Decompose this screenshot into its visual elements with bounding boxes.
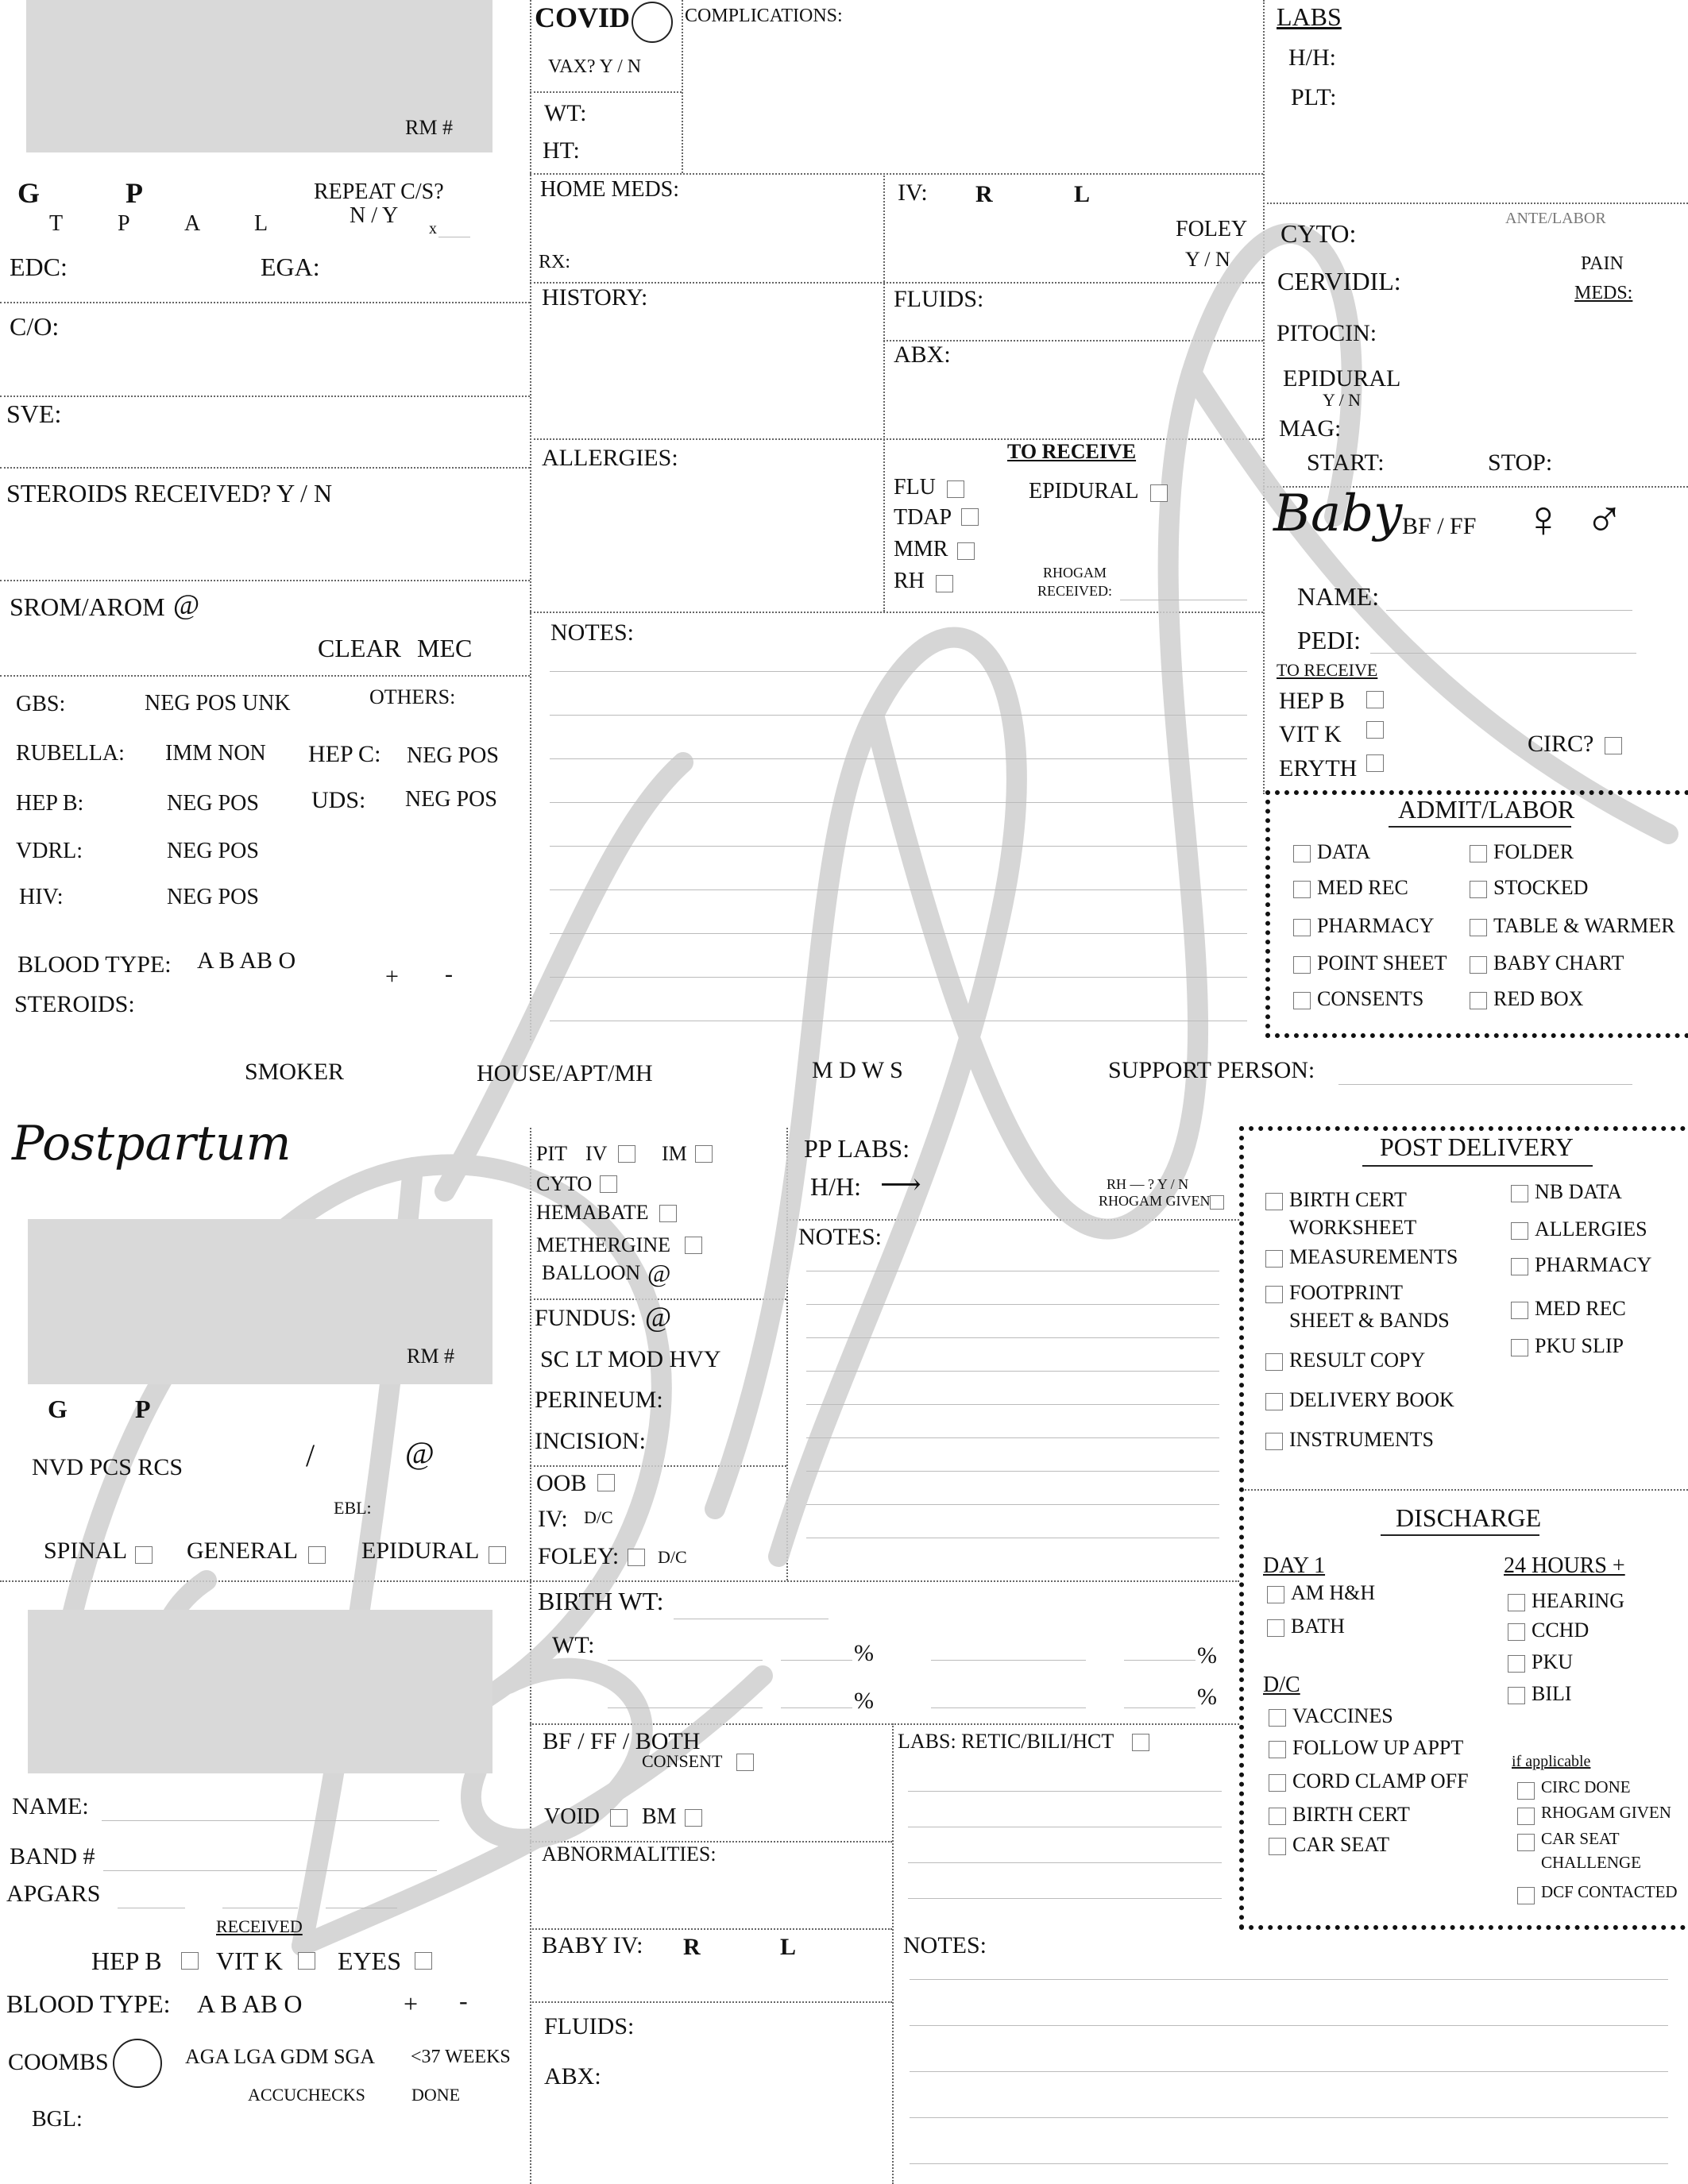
dc-list-checkbox[interactable] [1269, 1741, 1286, 1758]
coombs-circle[interactable] [113, 2039, 162, 2088]
history-label: HISTORY: [542, 284, 648, 311]
tdap-label: TDAP [894, 505, 952, 530]
nb-vit-k-checkbox[interactable] [298, 1952, 315, 1970]
circ-label: CIRC? [1528, 731, 1594, 757]
circ-checkbox[interactable] [1605, 737, 1622, 754]
admit-left-list-item: POINT SHEET [1317, 951, 1447, 974]
pp-foley-checkbox[interactable] [628, 1549, 645, 1566]
nb-rh-negative: - [459, 1986, 468, 2015]
mmr-checkbox[interactable] [957, 542, 975, 560]
admit-left-list-checkbox[interactable] [1293, 992, 1311, 1009]
hours24-list-checkbox[interactable] [1508, 1623, 1525, 1641]
dc-list-checkbox[interactable] [1269, 1774, 1286, 1792]
rh-label: RH [894, 569, 925, 593]
newborn-notes-label: NOTES: [903, 1932, 987, 1958]
rh-positive: + [385, 963, 399, 990]
eryth-label: ERYTH [1279, 755, 1358, 781]
male-icon: ♂ [1585, 491, 1624, 549]
dc-list-item: VACCINES [1292, 1704, 1393, 1727]
dc-list-item: CAR SEAT [1292, 1833, 1390, 1856]
pp-foley-label: FOLEY: [538, 1543, 620, 1569]
postpartum-script-title: Postpartum [12, 1116, 292, 1171]
abx-label: ABX: [894, 341, 951, 368]
rh-question: RH — ? Y / N [1107, 1176, 1189, 1192]
admit-right-list-checkbox[interactable] [1470, 992, 1487, 1009]
marital-status-options: M D W S [812, 1057, 903, 1083]
pp-epidural-checkbox[interactable] [489, 1546, 506, 1564]
pain-label: PAIN [1581, 253, 1624, 274]
edc-label: EDC: [10, 253, 68, 281]
pd-right-list-checkbox[interactable] [1511, 1302, 1528, 1319]
applicable-list-item: CAR SEAT [1541, 1829, 1620, 1848]
mag-label: MAG: [1279, 415, 1342, 442]
pd-left-list-item: INSTRUMENTS [1289, 1428, 1435, 1451]
tpal-a: A [184, 211, 201, 236]
ega-label: EGA: [261, 253, 320, 281]
chief-complaint-label: C/O: [10, 312, 60, 341]
baby-iv-right: R [683, 1934, 701, 1960]
balloon-at-symbol: @ [647, 1259, 671, 1287]
nb-hep-b-label: HEP B [91, 1947, 162, 1975]
day1-list-checkbox[interactable] [1267, 1586, 1284, 1603]
lt37-weeks-label: <37 WEEKS [411, 2047, 511, 2067]
pd-right-list-checkbox[interactable] [1511, 1258, 1528, 1275]
smoker-label: SMOKER [245, 1059, 345, 1085]
day1-list-item: BATH [1291, 1615, 1345, 1638]
dc-list-checkbox[interactable] [1269, 1838, 1286, 1855]
applicable-list-checkbox[interactable] [1517, 1887, 1535, 1904]
pd-left-list-item: SHEET & BANDS [1289, 1309, 1450, 1332]
foley-yn: Y / N [1185, 248, 1230, 271]
foley-label: FOLEY [1176, 217, 1248, 241]
tpal-l: L [254, 211, 268, 236]
rh-checkbox[interactable] [936, 575, 953, 592]
pp-iv-dc: D/C [584, 1507, 613, 1527]
pp-cyto-checkbox[interactable] [600, 1175, 617, 1193]
applicable-list-item: CIRC DONE [1541, 1777, 1631, 1796]
to-receive-heading: TO RECEIVE [1007, 440, 1137, 463]
gbs-label: GBS: [16, 692, 66, 716]
apgars-label: APGARS [6, 1881, 101, 1907]
vit-k-checkbox[interactable] [1366, 721, 1384, 739]
pit-im-label: IM [662, 1142, 687, 1165]
postpartum-para: P [135, 1395, 151, 1423]
bm-label: BM [642, 1804, 677, 1829]
room-number-label: RM # [405, 116, 453, 139]
baby-iv-label: BABY IV: [542, 1932, 643, 1958]
spinal-checkbox[interactable] [135, 1546, 153, 1564]
band-number-label: BAND # [10, 1843, 95, 1870]
pit-im-checkbox[interactable] [695, 1145, 713, 1163]
baby-to-receive-heading: TO RECEIVE [1277, 660, 1378, 680]
hiv-options: NEG POS [167, 885, 259, 909]
pd-left-list-item: WORKSHEET [1289, 1216, 1417, 1239]
hep-b-checkbox[interactable] [1366, 691, 1384, 708]
pd-right-list-item: MED REC [1535, 1297, 1626, 1320]
post-delivery-heading: POST DELIVERY [1380, 1133, 1574, 1161]
if-applicable-label: if applicable [1512, 1753, 1591, 1770]
hours24-list-item: HEARING [1532, 1589, 1624, 1612]
admit-right-list-checkbox[interactable] [1470, 845, 1487, 862]
admit-left-list-item: CONSENTS [1317, 987, 1424, 1010]
day1-list-item: AM H&H [1291, 1581, 1376, 1604]
admit-left-list-item: DATA [1317, 840, 1371, 863]
pitocin-label: PITOCIN: [1277, 320, 1377, 346]
pp-iv-label: IV: [538, 1506, 568, 1532]
feeding-consent-checkbox[interactable] [736, 1754, 754, 1771]
tpal-t: T [49, 211, 64, 236]
steroids-label: STEROIDS: [14, 991, 135, 1017]
dc-list-item: FOLLOW UP APPT [1292, 1736, 1464, 1759]
repeat-cs-yn: N / Y [350, 203, 399, 228]
pp-rhogam-checkbox[interactable] [1210, 1195, 1224, 1210]
admit-right-list-item: BABY CHART [1493, 951, 1624, 974]
methergine-checkbox[interactable] [685, 1237, 702, 1254]
rx-label: RX: [539, 252, 571, 272]
srom-at-symbol: @ [173, 588, 200, 620]
oob-label: OOB [536, 1470, 587, 1496]
pd-left-list-item: DELIVERY BOOK [1289, 1388, 1454, 1411]
home-meds-label: HOME MEDS: [540, 177, 680, 202]
epidural-yn: Y / N [1323, 390, 1362, 410]
fluid-clear: CLEAR [318, 634, 401, 662]
day1-list-checkbox[interactable] [1267, 1619, 1284, 1637]
baby-abx-label: ABX: [544, 2063, 601, 2089]
hepb-options: NEG POS [167, 791, 259, 816]
spinal-label: SPINAL [44, 1538, 128, 1564]
hours24-list-item: PKU [1532, 1650, 1574, 1673]
blood-type-label: BLOOD TYPE: [17, 951, 172, 978]
covid-circle[interactable] [632, 2, 673, 43]
hours24-list-checkbox[interactable] [1508, 1655, 1525, 1673]
baby-iv-left: L [780, 1934, 797, 1960]
admit-right-list-checkbox[interactable] [1470, 881, 1487, 898]
pp-epidural-label: EPIDURAL [361, 1538, 480, 1564]
gravida-label: G [17, 177, 41, 209]
applicable-list-checkbox[interactable] [1517, 1782, 1535, 1800]
uds-label: UDS: [311, 787, 366, 813]
pd-right-list-item: ALLERGIES [1535, 1217, 1647, 1241]
pd-left-list-checkbox[interactable] [1265, 1286, 1283, 1303]
void-checkbox[interactable] [610, 1809, 628, 1827]
coombs-label: COOMBS [8, 2049, 109, 2075]
ebl-label: EBL: [334, 1498, 372, 1518]
birth-weight-label: BIRTH WT: [538, 1587, 664, 1615]
height-label: HT: [543, 137, 580, 164]
cyto-label: CYTO: [1280, 219, 1357, 248]
steroids-received-label: STEROIDS RECEIVED? Y / N [6, 479, 333, 507]
epidural-receive-checkbox[interactable] [1150, 484, 1168, 502]
newborn-name-label: NAME: [12, 1793, 89, 1819]
pit-label: PIT [536, 1142, 567, 1165]
hiv-label: HIV: [19, 885, 64, 909]
hemabate-label: HEMABATE [536, 1201, 649, 1224]
dc-heading: D/C [1263, 1673, 1300, 1697]
bm-checkbox[interactable] [685, 1809, 702, 1827]
plt-label: PLT: [1291, 84, 1337, 110]
sve-label: SVE: [6, 399, 62, 428]
labs-heading: LABS [1277, 2, 1342, 31]
postpartum-gravida: G [48, 1395, 68, 1423]
applicable-list-checkbox[interactable] [1517, 1834, 1535, 1851]
flu-label: FLU [894, 475, 936, 500]
pp-cyto-label: CYTO [536, 1172, 593, 1195]
applicable-list-checkbox[interactable] [1517, 1808, 1535, 1825]
dc-list-checkbox[interactable] [1269, 1808, 1286, 1825]
admit-right-list-item: STOCKED [1493, 876, 1589, 899]
uds-options: NEG POS [405, 787, 497, 812]
nb-blood-type-label: BLOOD TYPE: [6, 1989, 171, 2018]
hemabate-checkbox[interactable] [659, 1205, 677, 1222]
pp-notes-label: NOTES: [798, 1224, 882, 1250]
complications-label: COMPLICATIONS: [685, 6, 843, 26]
baby-script-title: Baby [1273, 484, 1403, 543]
newborn-label-box [28, 1610, 492, 1773]
pd-left-list-checkbox[interactable] [1265, 1193, 1283, 1210]
tpal-p: P [118, 211, 130, 236]
admit-right-list-checkbox[interactable] [1470, 919, 1487, 936]
hours24-list-item: CCHD [1532, 1619, 1590, 1642]
rubella-label: RUBELLA: [16, 741, 125, 766]
pct-2: % [1197, 1642, 1217, 1669]
admit-labor-heading: ADMIT/LABOR [1398, 795, 1575, 824]
support-person-label: SUPPORT PERSON: [1108, 1057, 1315, 1083]
feeding-label: BF / FF / BOTH [543, 1728, 701, 1754]
fundus-label: FUNDUS: [535, 1305, 637, 1331]
pd-left-list-checkbox[interactable] [1265, 1353, 1283, 1371]
discharge-heading: DISCHARGE [1396, 1503, 1542, 1532]
gbs-options: NEG POS UNK [145, 691, 291, 716]
pit-iv-checkbox[interactable] [618, 1145, 635, 1163]
rubella-options: IMM NON [165, 741, 266, 766]
eryth-checkbox[interactable] [1366, 754, 1384, 772]
fundus-options: SC LT MOD HVY [540, 1346, 721, 1372]
admit-left-list-checkbox[interactable] [1293, 881, 1311, 898]
weight-track-label: WT: [552, 1632, 595, 1658]
vdrl-label: VDRL: [16, 839, 83, 863]
pit-iv-label: IV [585, 1142, 608, 1165]
repeat-x: x [429, 220, 437, 237]
admit-left-list-checkbox[interactable] [1293, 956, 1311, 974]
applicable-list-item: DCF CONTACTED [1541, 1882, 1678, 1901]
admit-iv-left: L [1074, 181, 1091, 207]
labs-retic-checkbox[interactable] [1132, 1734, 1149, 1751]
rh-negative: - [445, 961, 453, 987]
hh-label: H/H: [1288, 44, 1336, 71]
epidural-receive-label: EPIDURAL [1029, 479, 1139, 504]
weight-label: WT: [544, 100, 587, 126]
methergine-label: METHERGINE [536, 1233, 670, 1256]
perineum-label: PERINEUM: [535, 1387, 663, 1413]
nb-rh-positive: + [404, 1989, 419, 2018]
eyes-checkbox[interactable] [415, 1952, 432, 1970]
delivery-slash: / [306, 1437, 315, 1473]
hours24-list-checkbox[interactable] [1508, 1594, 1525, 1611]
baby-fluids-label: FLUIDS: [544, 2013, 635, 2039]
pd-right-list-item: PHARMACY [1535, 1253, 1652, 1276]
hepb-label: HEP B: [16, 791, 84, 816]
received-heading: RECEIVED [216, 1916, 303, 1936]
dc-list-item: BIRTH CERT [1292, 1803, 1410, 1826]
fluids-label: FLUIDS: [894, 286, 984, 312]
fluid-mec: MEC [417, 634, 473, 662]
admit-iv-right: R [975, 181, 993, 207]
accuchecks-label: ACCUCHECKS [248, 2085, 365, 2105]
pd-left-list-item: MEASUREMENTS [1289, 1245, 1458, 1268]
mag-stop-label: STOP: [1488, 450, 1553, 476]
bf-ff-label: BF / FF [1402, 513, 1477, 539]
pp-hh-label: H/H: [810, 1172, 861, 1201]
dc-list-item: CORD CLAMP OFF [1292, 1769, 1469, 1792]
pp-hh-arrow-icon: ⟶ [880, 1168, 921, 1200]
pd-right-list-item: PKU SLIP [1535, 1334, 1624, 1357]
pd-left-list-checkbox[interactable] [1265, 1393, 1283, 1410]
flu-checkbox[interactable] [947, 480, 964, 498]
day1-heading: DAY 1 [1263, 1553, 1326, 1578]
rhogam-given-label: RHOGAM GIVEN [1099, 1193, 1211, 1209]
rhogam-received-line2: RECEIVED: [1037, 583, 1112, 599]
postpartum-room-label: RM # [407, 1345, 454, 1368]
pp-foley-dc: D/C [658, 1547, 687, 1567]
abnormalities-label: ABNORMALITIES: [542, 1843, 717, 1866]
feeding-consent-label: CONSENT [642, 1751, 723, 1771]
general-label: GENERAL [187, 1538, 298, 1564]
pd-left-list-item: BIRTH CERT [1289, 1188, 1407, 1211]
vit-k-label: VIT K [1279, 721, 1342, 747]
admit-notes-label: NOTES: [550, 619, 634, 646]
cervidil-label: CERVIDIL: [1277, 267, 1401, 295]
applicable-list-item: CHALLENGE [1541, 1853, 1641, 1872]
nb-vit-k-label: VIT K [216, 1947, 283, 1975]
rhogam-received-line1: RHOGAM [1043, 565, 1107, 581]
delivery-at-symbol: @ [405, 1435, 435, 1471]
vdrl-options: NEG POS [167, 839, 259, 863]
ante-labor-label: ANTE/LABOR [1505, 210, 1606, 227]
void-label: VOID [544, 1804, 600, 1829]
housing-label: HOUSE/APT/MH [477, 1060, 653, 1086]
admit-left-list-item: MED REC [1317, 876, 1408, 899]
srom-arom-label: SROM/AROM [10, 592, 165, 621]
pain-meds-label: MEDS: [1574, 283, 1633, 303]
admit-left-list-checkbox[interactable] [1293, 919, 1311, 936]
pd-left-list-checkbox[interactable] [1265, 1433, 1283, 1450]
mag-start-label: START: [1307, 450, 1385, 476]
aga-options: AGA LGA GDM SGA [185, 2045, 376, 2068]
hepc-options: NEG POS [407, 743, 499, 768]
nb-hep-b-checkbox[interactable] [181, 1952, 199, 1970]
fundus-at-symbol: @ [645, 1301, 672, 1333]
hep-b-label: HEP B [1279, 688, 1346, 714]
delivery-type-options: NVD PCS RCS [32, 1454, 183, 1480]
covid-label: COVID [535, 2, 631, 33]
pp-labs-label: PP LABS: [804, 1134, 910, 1163]
admit-iv-label: IV: [898, 179, 928, 206]
pd-left-list-checkbox[interactable] [1265, 1250, 1283, 1268]
pd-right-list-checkbox[interactable] [1511, 1339, 1528, 1356]
bgl-label: BGL: [32, 2107, 83, 2132]
admit-right-list-item: TABLE & WARMER [1493, 914, 1675, 937]
oob-checkbox[interactable] [597, 1474, 615, 1491]
general-checkbox[interactable] [308, 1546, 326, 1564]
hours24-list-item: BILI [1532, 1682, 1572, 1705]
labs-retic-label: LABS: RETIC/BILI/HCT [898, 1730, 1114, 1753]
admit-right-list-checkbox[interactable] [1470, 956, 1487, 974]
pedi-label: PEDI: [1297, 626, 1361, 654]
hours24-list-checkbox[interactable] [1508, 1687, 1525, 1704]
hours24-heading: 24 HOURS + [1504, 1553, 1625, 1578]
admit-left-list-checkbox[interactable] [1293, 845, 1311, 862]
pd-right-list-item: NB DATA [1535, 1180, 1622, 1203]
pct-1: % [854, 1640, 874, 1666]
hepc-label: HEP C: [308, 741, 381, 767]
eyes-label: EYES [338, 1947, 401, 1975]
repeat-cs-label: REPEAT C/S? [314, 179, 444, 204]
admit-right-list-item: FOLDER [1493, 840, 1574, 863]
allergies-label: ALLERGIES: [542, 445, 678, 471]
pct-4: % [1197, 1684, 1217, 1710]
vax-label: VAX? Y / N [548, 56, 642, 77]
epidural-label: EPIDURAL [1283, 365, 1401, 392]
balloon-label: BALLOON [542, 1261, 641, 1284]
others-label: OTHERS: [369, 685, 456, 708]
tdap-checkbox[interactable] [961, 508, 979, 526]
admit-left-list-item: PHARMACY [1317, 914, 1435, 937]
done-label: DONE [411, 2085, 461, 2105]
female-icon: ♀ [1524, 491, 1563, 549]
mmr-label: MMR [894, 537, 948, 561]
nb-blood-type-options: A B AB O [197, 1989, 303, 2018]
pd-right-list-checkbox[interactable] [1511, 1222, 1528, 1240]
pd-left-list-item: FOOTPRINT [1289, 1281, 1404, 1304]
baby-name-label: NAME: [1297, 582, 1380, 611]
blood-type-options: A B AB O [197, 947, 296, 974]
pd-right-list-checkbox[interactable] [1511, 1185, 1528, 1202]
pct-3: % [854, 1688, 874, 1714]
incision-label: INCISION: [535, 1428, 646, 1454]
pd-left-list-item: RESULT COPY [1289, 1349, 1426, 1372]
applicable-list-item: RHOGAM GIVEN [1541, 1803, 1671, 1822]
para-label: P [126, 177, 143, 209]
dc-list-checkbox[interactable] [1269, 1709, 1286, 1727]
admit-right-list-item: RED BOX [1493, 987, 1584, 1010]
